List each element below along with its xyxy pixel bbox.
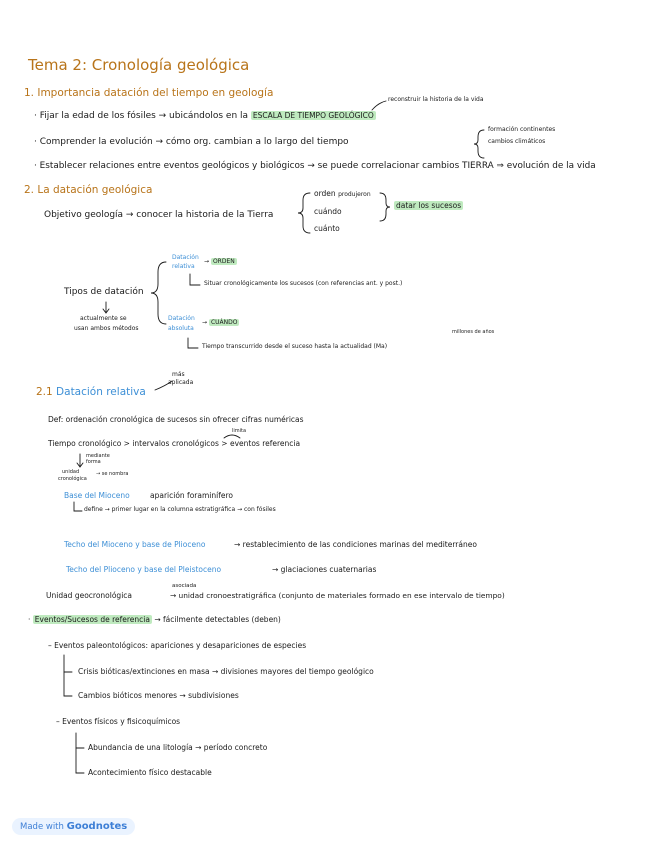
techo-plioceno: Techo del Plioceno y base del Pleistoceno [66, 565, 222, 574]
abundancia: Abundancia de una litología → período concreto [88, 743, 268, 752]
unidad-2: cronológica [58, 476, 87, 482]
base-mioceno: Base del Mioceno [64, 491, 130, 500]
eventos-rest: → fácilmente detectables (deben) [154, 615, 281, 624]
word-cuando: cuándo [314, 207, 342, 216]
made-with-goodnotes-badge[interactable] [12, 818, 135, 835]
restablecimiento: → restablecimiento de las condiciones marinas del mediterráneo [234, 540, 477, 549]
absoluta-label-1: Datación [168, 315, 195, 322]
absoluta-label-2: absoluta [168, 325, 194, 332]
note-formacion: formación continentes [488, 126, 556, 133]
relativa-label-1: Datación [172, 254, 199, 261]
tipos-datacion: Tipos de datación [64, 287, 144, 297]
subsection-2-1 [36, 387, 146, 399]
escala-highlight: ESCALA DE TIEMPO GEOLÓGICO [252, 111, 374, 120]
acontecimiento: Acontecimiento físico destacable [88, 768, 212, 777]
word-produjeron: produjeron [338, 191, 371, 198]
page-title: Tema 2: Cronología geológica [28, 56, 250, 74]
escala-note: reconstruir la historia de la vida [388, 96, 484, 103]
techo-mioceno: Techo del Mioceno y base de Plioceno [64, 540, 206, 549]
cuando-highlight: CUÁNDO [210, 319, 238, 326]
bullet-establecer: · Establecer relaciones entre eventos geológicos y biológicos → se puede correlacionar cambios TIERRA ⇒ evolución de la vida [34, 161, 596, 171]
bullet-fijar [34, 112, 376, 122]
word-orden [314, 190, 371, 199]
badge-brand: Goodnotes [66, 821, 128, 832]
unidad-crono: → unidad cronoestratigráfica (conjunto de materiales formado en ese intervalo de tiempo) [170, 591, 505, 600]
section-2-heading: 2. La datación geológica [24, 184, 153, 196]
cambios-bioticos: Cambios bióticos menores → subdivisiones [78, 691, 239, 700]
badge-made: Made with [20, 822, 64, 832]
absoluta-desc: Tiempo transcurrido desde el suceso hasta la actualidad (Ma) [202, 343, 388, 350]
note-limita: limita [232, 428, 247, 434]
se-nombra: → se nombra [96, 471, 129, 477]
datar-sucesos [394, 202, 463, 210]
eventos-fisicos: – Eventos físicos y fisicoquímicos [56, 717, 181, 726]
eventos-line: · Eventos/Sucesos de referencia → fácilmente detectables (deben) [28, 615, 281, 624]
note-cambios: cambios climáticos [488, 138, 546, 145]
ma-note: millones de años [452, 329, 495, 335]
tiempo-line: Tiempo cronológico > intervalos cronológicos > eventos referencia [48, 439, 301, 448]
subsection-num: 2.1 [36, 386, 53, 398]
eventos-highlight: Eventos/Sucesos de referencia [34, 615, 150, 624]
cuando-badge: → CUÁNDO [202, 319, 238, 326]
bullet-comprender: · Comprender la evolución → cómo org. cambian a lo largo del tiempo [34, 137, 349, 147]
word-orden-text: orden [314, 189, 336, 198]
objetivo-line: Objetivo geología → conocer la historia de la Tierra [44, 210, 274, 220]
note-aplicada: aplicada [168, 379, 194, 386]
datar-highlight: datar los sucesos [396, 201, 462, 210]
eventos-paleo: – Eventos paleontológicos: apariciones y desapariciones de especies [48, 641, 307, 650]
note-asociada: asociada [172, 583, 197, 589]
actual-line-2: usan ambos métodos [74, 325, 139, 332]
definicion: Def: ordenación cronológica de sucesos sin ofrecer cifras numéricas [48, 415, 304, 424]
glaciaciones: → glaciaciones cuaternarias [272, 565, 377, 574]
note-mas: más [172, 371, 185, 378]
word-cuanto: cuánto [314, 224, 340, 233]
note-mediante: mediante [86, 453, 110, 459]
orden-badge: → ORDEN [204, 258, 235, 265]
relativa-label-2: relativa [172, 263, 195, 270]
bullet-fijar-text: · Fijar la edad de los fósiles → ubicándolos en la [34, 111, 249, 121]
orden-highlight: ORDEN [212, 258, 235, 265]
unidad-geo: Unidad geocronológica [46, 591, 133, 600]
relativa-desc: Situar cronológicamente los sucesos (con referencias ant. y post.) [204, 280, 403, 287]
note-forma: forma [86, 459, 101, 465]
section-1-heading: 1. Importancia datación del tiempo en geología [24, 87, 274, 99]
actual-line-1: actualmente se [80, 315, 127, 322]
define-line: define → primer lugar en la columna estratigráfica → con fósiles [84, 506, 276, 513]
unidad-1: unidad [62, 469, 80, 475]
subsection-title: Datación relativa [56, 386, 146, 398]
crisis-bioticas: Crisis bióticas/extinciones en masa → divisiones mayores del tiempo geológico [78, 667, 374, 676]
aparicion: aparición foraminífero [150, 491, 233, 500]
